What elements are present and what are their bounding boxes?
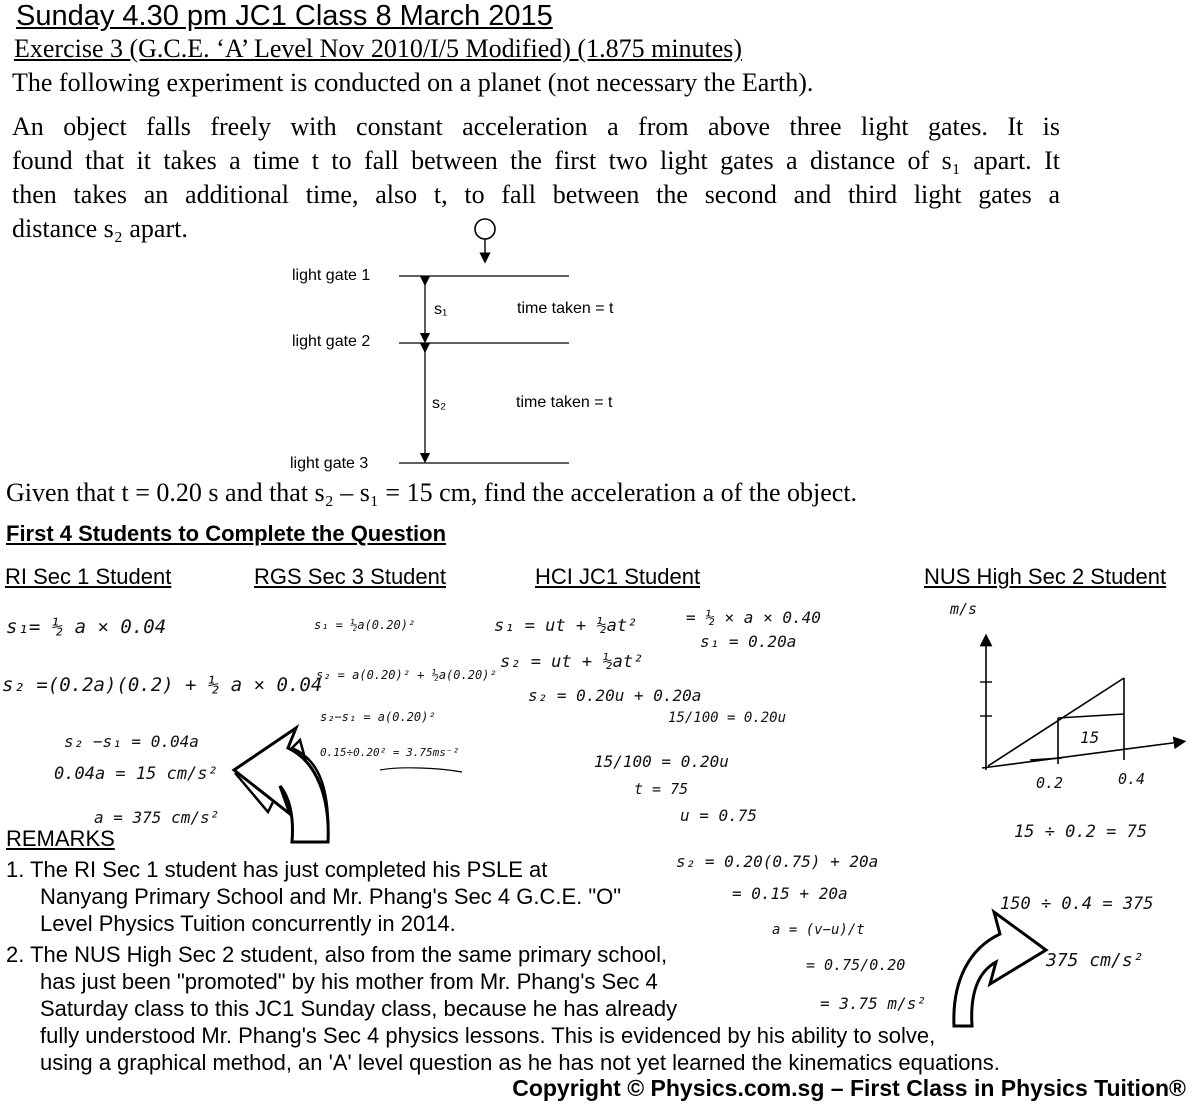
nus-calc-line: 15 ÷ 0.2 = 75 <box>1014 822 1148 842</box>
rgs-underline <box>380 768 462 772</box>
hci-line: = 0.75/0.20 <box>806 956 906 974</box>
hci-line: u = 0.75 <box>680 806 758 825</box>
remark-2-line-1: 2. The NUS High Sec 2 student, also from the same primary school, <box>6 942 668 967</box>
ri-line: a = 375 cm/s² <box>94 808 220 827</box>
remark-2-line-5: using a graphical method, an 'A' level question as he has not yet learned the kinematics equations. <box>40 1050 1000 1075</box>
time-taken-2: time taken = t <box>516 394 613 411</box>
question-given: Given that t = 0.20 s and that s₂ – s₁ = 15 cm, find the acceleration a of the object. <box>6 478 858 507</box>
exercise-title: Exercise 3 (G.C.E. ‘A’ Level Nov 2010/I/5 Modified) (1.875 minutes) <box>14 34 743 63</box>
rgs-line: 0.15÷0.20² = 3.75ms⁻² <box>320 746 460 759</box>
nus-calc-line: 150 ÷ 0.4 = 375 <box>1000 894 1154 914</box>
nus-area-label: 15 <box>1080 728 1100 747</box>
hci-line: = 3.75 m/s² <box>820 994 926 1013</box>
student-heading-rgs: RGS Sec 3 Student <box>254 564 446 589</box>
student-heading-nus: NUS High Sec 2 Student <box>924 564 1167 589</box>
ri-line: s₂ −s₁ = 0.04a <box>64 732 199 751</box>
time-taken-1: time taken = t <box>517 300 614 317</box>
light-gate-3-label: light gate 3 <box>290 455 369 472</box>
section-heading: First 4 Students to Complete the Question <box>6 521 447 546</box>
hci-line: 15/100 = 0.20u <box>594 752 729 771</box>
hci-line: = ½ × a × 0.40 <box>686 608 821 627</box>
hci-line: t = 75 <box>634 780 689 798</box>
rgs-line: s₁ = ½a(0.20)² <box>314 618 416 632</box>
s2-label: s₂ <box>432 395 447 412</box>
hci-line: = 0.15 + 20a <box>732 884 848 903</box>
remark-2-line-2: has just been "promoted" by his mother from Mr. Phang's Sec 4 <box>40 969 658 994</box>
nus-curved-arrow <box>954 912 1046 1026</box>
copyright-footer: Copyright © Physics.com.sg – First Class in Physics Tuition® <box>512 1075 1186 1101</box>
remark-2-line-3: Saturday class to this JC1 Sunday class, because he has already <box>40 996 678 1021</box>
question-line-1: An object falls freely with constant acceleration a from above three light gates. It is <box>12 112 1060 141</box>
ri-line: s₁= ½ a × 0.04 <box>6 616 167 638</box>
remark-1-line-3: Level Physics Tuition concurrently in 2014. <box>40 911 456 936</box>
hci-line: s₂ = ut + ½at² <box>500 652 644 672</box>
s1-label: s₁ <box>434 301 448 318</box>
light-gate-1-label: light gate 1 <box>292 267 371 284</box>
remarks-heading: REMARKS <box>6 826 115 851</box>
student-heading-hci: HCI JC1 Student <box>535 564 701 589</box>
nus-tick-label: 0.2 <box>1036 774 1064 792</box>
nus-answer: 375 cm/s² <box>1046 950 1144 971</box>
remark-1-line-1: 1. The RI Sec 1 student has just completed his PSLE at <box>6 857 548 882</box>
hci-line: s₁ = ut + ½at² <box>494 616 638 636</box>
light-gate-2-label: light gate 2 <box>292 333 371 350</box>
question-line-4: distance s₂ apart. <box>12 214 188 243</box>
question-intro: The following experiment is conducted on a planet (not necessary the Earth). <box>12 68 814 97</box>
student-heading-ri: RI Sec 1 Student <box>5 564 172 589</box>
hci-line: s₂ = 0.20(0.75) + 20a <box>676 852 879 871</box>
falling-object <box>475 219 495 239</box>
page-title: Sunday 4.30 pm JC1 Class 8 March 2015 <box>16 0 553 32</box>
nus-axis-label: m/s <box>950 600 978 618</box>
ri-line: 0.04a = 15 cm/s² <box>54 764 218 784</box>
hci-line: a = (v−u)/t <box>772 922 865 938</box>
hci-line: s₁ = 0.20a <box>700 632 797 651</box>
ri-arrow-outline <box>234 728 328 842</box>
question-line-3: then takes an additional time, also t, to fall between the second and third light gates a <box>12 180 1060 209</box>
remark-1-line-2: Nanyang Primary School and Mr. Phang's Sec 4 G.C.E. "O" <box>40 884 622 909</box>
remark-2-line-4: fully understood Mr. Phang's Sec 4 physics lessons. This is evidenced by his ability to solve, <box>40 1023 936 1048</box>
hci-line: 15/100 = 0.20u <box>668 710 787 726</box>
question-line-2: found that it takes a time t to fall between the first two light gates a distance of s₁ apart. It <box>12 146 1060 175</box>
ri-line: s₂ =(0.2a)(0.2) + ½ a × 0.04 <box>2 674 323 696</box>
rgs-line: s₂ = a(0.20)² + ½a(0.20)² <box>316 668 497 682</box>
nus-tick-label: 0.4 <box>1118 770 1146 788</box>
rgs-line: s₂−s₁ = a(0.20)² <box>320 710 436 724</box>
hci-line: s₂ = 0.20u + 0.20a <box>528 686 702 705</box>
